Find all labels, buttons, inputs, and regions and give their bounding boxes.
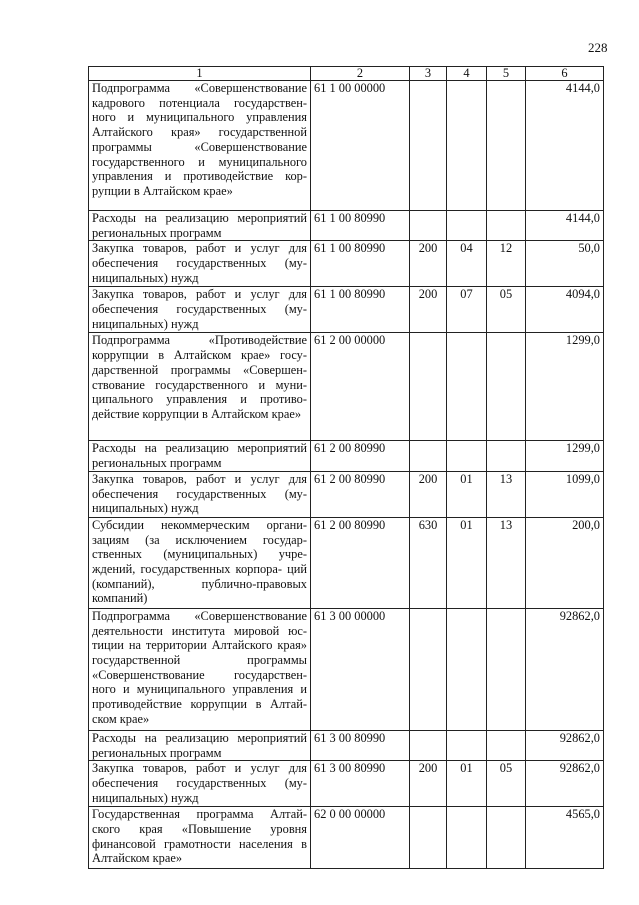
row-pr-cell [487,608,526,730]
row-code-cell: 61 2 00 80990 [311,517,410,608]
table-row [89,807,604,869]
row-name-cell: Закупка товаров, работ и услуг для обеспечения государственных (му- ниципальных) нужд [89,761,311,807]
header-col-3: 3 [410,67,447,81]
table-row [89,517,604,608]
row-code-cell: 61 3 00 00000 [311,608,410,730]
row-vr-cell [410,608,447,730]
row-code-cell: 61 2 00 80990 [311,471,410,517]
row-rz-cell: 01 [447,471,487,517]
row-sum-cell: 1299,0 [526,333,604,441]
row-pr-cell [487,730,526,760]
row-rz-cell [447,807,487,869]
row-pr-cell [487,441,526,471]
header-col-1: 1 [89,67,311,81]
row-sum-cell: 1099,0 [526,471,604,517]
row-rz-cell [447,81,487,211]
row-vr-cell: 200 [410,287,447,333]
table-row [89,441,604,471]
row-rz-cell: 07 [447,287,487,333]
table-row [89,471,604,517]
row-sum-cell: 92862,0 [526,608,604,730]
row-name-cell: Подпрограмма «Противодействие коррупции в Алтайском крае» госу- дарственной программы «Совершен- ствование государственного и муни- ципального управления и противо- действие коррупции в Алтайском крае» [89,333,311,441]
table-row [89,730,604,760]
row-rz-cell [447,333,487,441]
row-sum-cell: 92862,0 [526,761,604,807]
row-name-cell: Расходы на реализацию мероприятий региональных программ [89,441,311,471]
row-code-cell: 61 2 00 00000 [311,333,410,441]
row-vr-cell [410,81,447,211]
row-pr-cell: 12 [487,241,526,287]
table-row [89,608,604,730]
row-name-cell: Подпрограмма «Совершенствование деятельности института мировой юс- тиции на территории Алтайского края» государственной программы «Совершенствование государствен- ного и муниципального управления и противодействие коррупции в Алтай- ском крае» [89,608,311,730]
header-row [89,67,604,81]
row-vr-cell [410,211,447,241]
row-name-cell: Субсидии некоммерческим органи- зациям (за исключением государ- ственных (муниципальных) учре- ждений, государственных корпора- ций (компаний), публично-правовых компаний) [89,517,311,608]
table-row [89,333,604,441]
row-sum-cell: 4144,0 [526,211,604,241]
row-pr-cell: 05 [487,761,526,807]
table-row [89,241,604,287]
row-sum-cell: 4094,0 [526,287,604,333]
row-code-cell: 61 1 00 80990 [311,211,410,241]
row-name-cell: Расходы на реализацию мероприятий региональных программ [89,730,311,760]
row-code-cell: 61 3 00 80990 [311,761,410,807]
row-rz-cell [447,608,487,730]
table-row [89,761,604,807]
header-col-5: 5 [487,67,526,81]
row-vr-cell [410,441,447,471]
row-sum-cell: 50,0 [526,241,604,287]
row-code-cell: 61 2 00 80990 [311,441,410,471]
row-code-cell: 62 0 00 00000 [311,807,410,869]
row-name-cell: Закупка товаров, работ и услуг для обеспечения государственных (му- ниципальных) нужд [89,241,311,287]
row-vr-cell: 200 [410,241,447,287]
table-row [89,81,604,211]
row-pr-cell [487,81,526,211]
row-pr-cell [487,333,526,441]
row-pr-cell [487,807,526,869]
row-pr-cell: 13 [487,517,526,608]
row-name-cell: Расходы на реализацию мероприятий региональных программ [89,211,311,241]
row-pr-cell: 13 [487,471,526,517]
row-vr-cell: 200 [410,471,447,517]
row-pr-cell [487,211,526,241]
row-sum-cell: 1299,0 [526,441,604,471]
row-rz-cell [447,441,487,471]
row-code-cell: 61 3 00 80990 [311,730,410,760]
row-vr-cell [410,333,447,441]
row-name-cell: Закупка товаров, работ и услуг для обеспечения государственных (му- ниципальных) нужд [89,471,311,517]
budget-table [88,66,604,869]
header-col-2: 2 [311,67,410,81]
row-vr-cell [410,807,447,869]
row-name-cell: Закупка товаров, работ и услуг для обеспечения государственных (му- ниципальных) нужд [89,287,311,333]
row-rz-cell [447,730,487,760]
row-rz-cell [447,211,487,241]
row-rz-cell: 01 [447,761,487,807]
row-vr-cell: 200 [410,761,447,807]
header-col-6: 6 [526,67,604,81]
row-sum-cell: 92862,0 [526,730,604,760]
row-sum-cell: 4144,0 [526,81,604,211]
row-name-cell: Подпрограмма «Совершенствование кадрового потенциала государствен- ного и муниципального управления Алтайского края» государственной программы «Совершенствование государственного и муниципального управления и противодействие кор- рупции в Алтайском крае» [89,81,311,211]
row-rz-cell: 04 [447,241,487,287]
row-vr-cell [410,730,447,760]
row-name-cell: Государственная программа Алтай- ского края «Повышение уровня финансовой грамотности населения в Алтайском крае» [89,807,311,869]
row-sum-cell: 4565,0 [526,807,604,869]
row-rz-cell: 01 [447,517,487,608]
header-col-4: 4 [447,67,487,81]
table-row [89,211,604,241]
page-number: 228 [588,40,608,55]
row-code-cell: 61 1 00 00000 [311,81,410,211]
row-code-cell: 61 1 00 80990 [311,287,410,333]
row-pr-cell: 05 [487,287,526,333]
row-vr-cell: 630 [410,517,447,608]
row-sum-cell: 200,0 [526,517,604,608]
row-code-cell: 61 1 00 80990 [311,241,410,287]
table-row [89,287,604,333]
